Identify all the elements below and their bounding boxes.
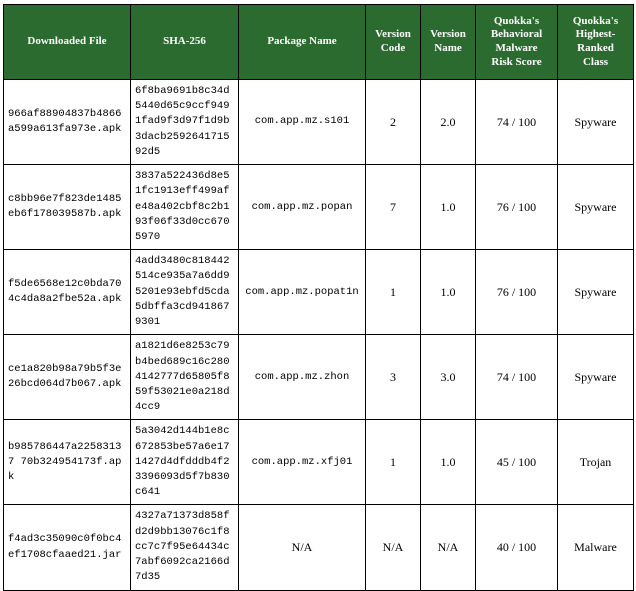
cell-risk-score: 45 / 100: [476, 420, 558, 505]
cell-downloaded-file: c8bb96e7f823de1485eb6f178039587b.apk: [4, 165, 131, 250]
cell-version-name: 1.0: [421, 420, 476, 505]
column-header-package-name-label: Package Name: [267, 35, 337, 48]
cell-downloaded-file: ce1a820b98a79b5f3e26bcd064d7b067.apk: [4, 335, 131, 420]
cell-package-name: com.app.mz.popan: [239, 165, 366, 250]
column-header-version-name-line1: Version: [430, 28, 466, 41]
malware-analysis-table: [3, 4, 634, 591]
column-header-highest-ranked-class: [558, 5, 634, 80]
cell-risk-score: 74 / 100: [476, 335, 558, 420]
cell-sha256: 5a3042d144b1e8c672853be57a6e171427d4dfdddb4f23396093d5f7b830c641: [131, 420, 239, 505]
cell-sha256: 4add3480c818442514ce935a7a6dd95201e93ebfd5cda5dbffa3cd9418679301: [131, 250, 239, 335]
column-header-class-line3: Ranked: [577, 42, 614, 54]
cell-highest-ranked-class: Spyware: [558, 165, 634, 250]
column-header-class-line4: Class: [582, 55, 609, 68]
cell-sha256: a1821d6e8253c79b4bed689c16c2804142777d65805f859f53021e0a218d4cc9: [131, 335, 239, 420]
cell-downloaded-file: f5de6568e12c0bda704c4da8a2fbe52a.apk: [4, 250, 131, 335]
cell-risk-score: 76 / 100: [476, 165, 558, 250]
cell-version-code: 3: [366, 335, 421, 420]
cell-version-code: 2: [366, 80, 421, 165]
cell-downloaded-file: b985786447a22583137 70b324954173f.apk: [4, 420, 131, 505]
column-header-risk-score-line3: Malware: [495, 42, 538, 54]
column-header-class-line2: Highest-: [575, 28, 616, 41]
cell-risk-score: 76 / 100: [476, 250, 558, 335]
cell-version-name: 1.0: [421, 250, 476, 335]
cell-version-code: 1: [366, 250, 421, 335]
table-body: [4, 80, 634, 591]
table-row: [4, 165, 634, 250]
cell-version-code: 1: [366, 420, 421, 505]
column-header-version-code-line1: Version: [375, 28, 411, 41]
cell-highest-ranked-class: Spyware: [558, 335, 634, 420]
cell-highest-ranked-class: Malware: [558, 505, 634, 590]
column-header-downloaded-file-label: Downloaded File: [27, 35, 107, 48]
column-header-class-line1: Quokka's: [572, 14, 619, 27]
column-header-version-code: [366, 5, 421, 80]
table-header: [4, 5, 634, 80]
cell-package-name: com.app.mz.xfj01: [239, 420, 366, 505]
cell-package-name: N/A: [239, 505, 366, 590]
cell-risk-score: 40 / 100: [476, 505, 558, 590]
cell-downloaded-file: f4ad3c35090c0f0bc4ef1708cfaaed21.jar: [4, 505, 131, 590]
table-row: [4, 505, 634, 590]
cell-version-name: 2.0: [421, 80, 476, 165]
cell-package-name: com.app.mz.s101: [239, 80, 366, 165]
table-row: [4, 335, 634, 420]
column-header-version-name-line2: Name: [434, 42, 462, 54]
column-header-version-name: [421, 5, 476, 80]
cell-sha256: 6f8ba9691b8c34d5440d65c9ccf9491fad9f3d97f1d9b3dacb259264171592d5: [131, 80, 239, 165]
column-header-sha256: [131, 5, 239, 80]
cell-version-code: N/A: [366, 505, 421, 590]
column-header-downloaded-file: [4, 5, 131, 80]
table-header-row: [4, 5, 634, 80]
cell-version-name: 1.0: [421, 165, 476, 250]
cell-sha256: 3837a522436d8e51fc1913eff499afe48a402cbf8c2b193f06f33d0cc6705970: [131, 165, 239, 250]
cell-risk-score: 74 / 100: [476, 80, 558, 165]
table-row: [4, 80, 634, 165]
cell-package-name: com.app.mz.popat1n: [239, 250, 366, 335]
column-header-risk-score: [476, 5, 558, 80]
cell-highest-ranked-class: Spyware: [558, 250, 634, 335]
column-header-sha256-label: SHA-256: [163, 35, 206, 48]
column-header-risk-score-line1: Quokka's: [493, 14, 540, 27]
table-row: [4, 420, 634, 505]
column-header-version-code-line2: Code: [380, 42, 406, 54]
column-header-risk-score-line4: Risk Score: [491, 55, 542, 68]
cell-version-code: 7: [366, 165, 421, 250]
table-row: [4, 250, 634, 335]
cell-highest-ranked-class: Spyware: [558, 80, 634, 165]
column-header-package-name: [239, 5, 366, 80]
cell-highest-ranked-class: Trojan: [558, 420, 634, 505]
cell-downloaded-file: 966af88904837b4866a599a613fa973e.apk: [4, 80, 131, 165]
cell-version-name: N/A: [421, 505, 476, 590]
cell-sha256: 4327a71373d858fd2d9bb13076c1f8cc7c7f95e64434c7abf6092ca2166d7d35: [131, 505, 239, 590]
cell-package-name: com.app.mz.zhon: [239, 335, 366, 420]
column-header-risk-score-line2: Behavioral: [490, 28, 543, 41]
cell-version-name: 3.0: [421, 335, 476, 420]
